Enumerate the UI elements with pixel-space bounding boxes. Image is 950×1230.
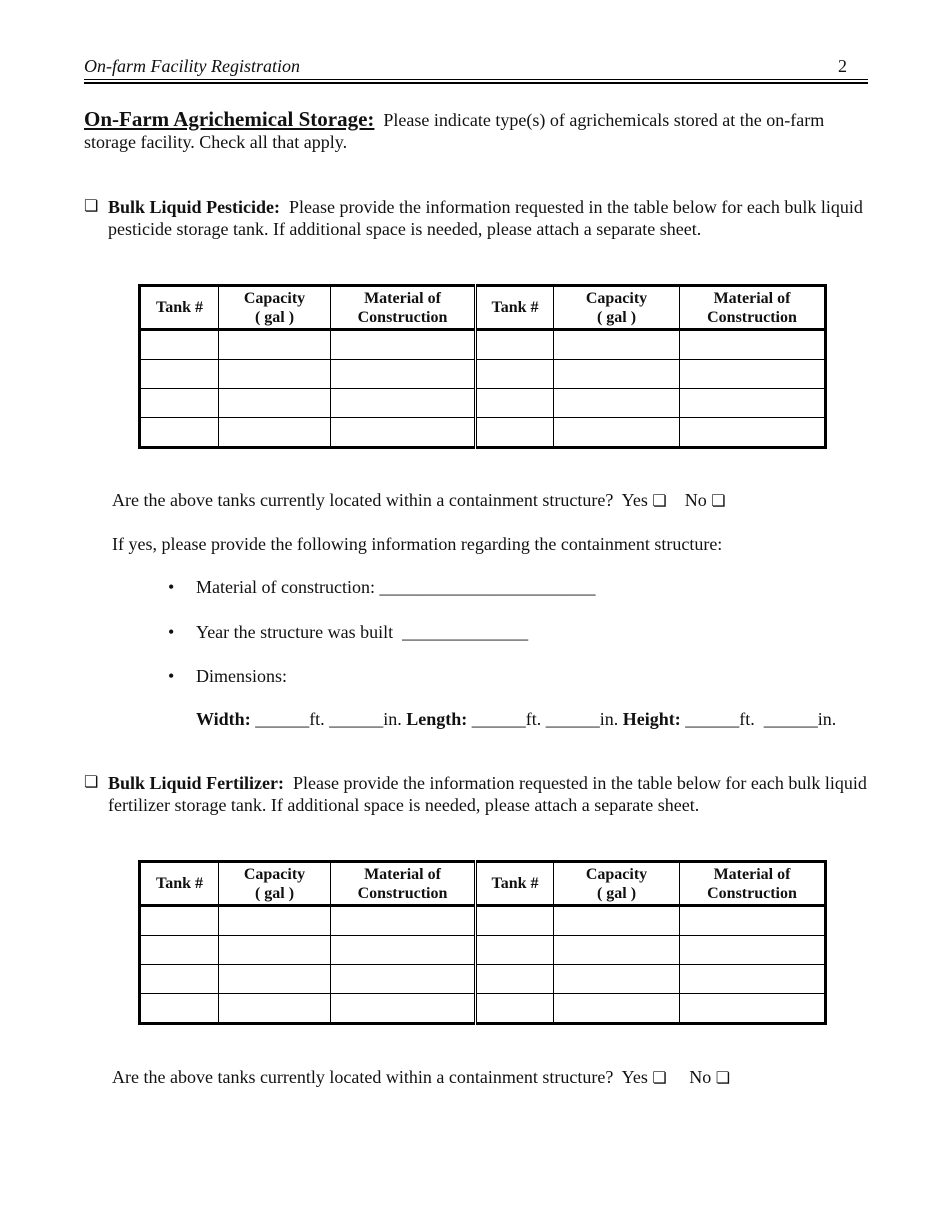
- table-cell[interactable]: [476, 330, 554, 360]
- table-cell[interactable]: [219, 389, 331, 418]
- length-in-blank[interactable]: ______: [545, 709, 600, 729]
- fertilizer-label: Bulk Liquid Fertilizer:: [108, 773, 285, 793]
- table-cell[interactable]: [219, 965, 331, 994]
- pesticide-tank-table: [138, 284, 827, 449]
- height-ft-blank[interactable]: ______: [685, 709, 740, 729]
- dimensions-line: [196, 709, 836, 730]
- table-cell[interactable]: [331, 418, 476, 448]
- table-cell[interactable]: [554, 965, 680, 994]
- intro-paragraph: [84, 108, 874, 153]
- fertilizer-tank-table: [138, 860, 827, 1025]
- table-row: [140, 418, 826, 448]
- table-cell[interactable]: [140, 994, 219, 1024]
- header-rule-thin: [84, 79, 868, 80]
- tank-number-header: Tank #: [476, 862, 554, 906]
- no-label: No: [684, 490, 707, 510]
- table-cell[interactable]: [554, 994, 680, 1024]
- table-cell[interactable]: [140, 965, 219, 994]
- table-cell[interactable]: [680, 965, 826, 994]
- table-cell[interactable]: [680, 360, 826, 389]
- height-in-blank[interactable]: ______: [763, 709, 818, 729]
- capacity-header: Capacity ( gal ): [554, 862, 680, 906]
- table-cell[interactable]: [331, 389, 476, 418]
- unit-in: in.: [599, 709, 619, 729]
- section-heading: On-Farm Agrichemical Storage:: [84, 107, 375, 131]
- table-cell[interactable]: [140, 906, 219, 936]
- header-rule-thick: [84, 82, 868, 84]
- table-cell[interactable]: [680, 418, 826, 448]
- material-header: Material of Construction: [331, 286, 476, 330]
- dimensions-label: Dimensions:: [196, 666, 288, 686]
- table-row: [140, 965, 826, 994]
- material-header: Material of Construction: [680, 862, 826, 906]
- table-cell[interactable]: [219, 994, 331, 1024]
- table-cell[interactable]: [331, 360, 476, 389]
- table-row: [140, 936, 826, 965]
- capacity-header: Capacity ( gal ): [219, 862, 331, 906]
- table-cell[interactable]: [680, 389, 826, 418]
- header-title: On-farm Facility Registration: [84, 56, 300, 76]
- no-checkbox[interactable]: ❏: [715, 1070, 731, 1087]
- table-cell[interactable]: [219, 936, 331, 965]
- table-cell[interactable]: [680, 906, 826, 936]
- page-number: 2: [838, 56, 847, 76]
- table-cell[interactable]: [476, 418, 554, 448]
- width-in-blank[interactable]: ______: [329, 709, 384, 729]
- tank-number-header: Tank #: [140, 862, 219, 906]
- fertilizer-checkbox[interactable]: ❏: [84, 774, 99, 791]
- width-label: Width:: [196, 709, 251, 729]
- yes-checkbox[interactable]: ❏: [652, 493, 667, 510]
- unit-in: in.: [817, 709, 837, 729]
- yes-label: Yes: [621, 1067, 648, 1087]
- table-cell[interactable]: [554, 418, 680, 448]
- bullet-icon: •: [168, 622, 175, 642]
- table-cell[interactable]: [219, 360, 331, 389]
- table-cell[interactable]: [219, 906, 331, 936]
- table-cell[interactable]: [554, 906, 680, 936]
- no-checkbox[interactable]: ❏: [711, 493, 726, 510]
- table-cell[interactable]: [680, 994, 826, 1024]
- pesticide-section: [84, 196, 874, 240]
- yes-checkbox[interactable]: ❏: [652, 1070, 667, 1087]
- table-cell[interactable]: [331, 965, 476, 994]
- width-ft-blank[interactable]: ______: [255, 709, 310, 729]
- pesticide-text: Please provide the information requested in the table below for each bulk liquid pesticide storage tank. If additional space is needed, please attach a separate sheet.: [108, 197, 863, 239]
- table-cell[interactable]: [140, 360, 219, 389]
- year-built-line: [196, 622, 528, 643]
- year-label: Year the structure was built: [196, 622, 394, 642]
- table-cell[interactable]: [140, 418, 219, 448]
- table-cell[interactable]: [554, 389, 680, 418]
- question-text: Are the above tanks currently located within a containment structure?: [112, 1067, 614, 1087]
- table-row: [140, 360, 826, 389]
- fertilizer-containment-question: [112, 1067, 730, 1088]
- table-cell[interactable]: [680, 936, 826, 965]
- tank-number-header: Tank #: [140, 286, 219, 330]
- bullet-icon: •: [168, 577, 175, 597]
- table-cell[interactable]: [140, 330, 219, 360]
- material-header: Material of Construction: [680, 286, 826, 330]
- table-cell[interactable]: [476, 936, 554, 965]
- capacity-header: Capacity ( gal ): [554, 286, 680, 330]
- unit-in: in.: [383, 709, 402, 729]
- intro-text: Please indicate type(s) of agrichemicals stored at the on-farm storage facility. Check all that apply.: [84, 110, 825, 152]
- material-header: Material of Construction: [331, 862, 476, 906]
- table-cell[interactable]: [554, 360, 680, 389]
- yes-label: Yes: [621, 490, 648, 510]
- pesticide-label: Bulk Liquid Pesticide:: [108, 197, 281, 217]
- question-text: Are the above tanks currently located within a containment structure?: [112, 490, 614, 510]
- table-cell[interactable]: [680, 330, 826, 360]
- pesticide-containment-question: [112, 490, 726, 511]
- length-label: Length:: [406, 709, 468, 729]
- fertilizer-text: Please provide the information requested in the table below for each bulk liquid fertilizer storage tank. If additional space is needed, please attach a separate sheet.: [108, 773, 867, 815]
- table-cell[interactable]: [554, 936, 680, 965]
- table-row: [140, 330, 826, 360]
- table-cell[interactable]: [331, 330, 476, 360]
- height-label: Height:: [622, 709, 681, 729]
- table-cell[interactable]: [476, 965, 554, 994]
- table-row: [140, 906, 826, 936]
- table-cell[interactable]: [331, 994, 476, 1024]
- unit-ft: ft.: [739, 709, 755, 729]
- table-cell[interactable]: [331, 906, 476, 936]
- table-cell[interactable]: [140, 936, 219, 965]
- unit-ft: ft.: [309, 709, 325, 729]
- year-blank[interactable]: ______________: [402, 622, 529, 642]
- table-cell[interactable]: [140, 389, 219, 418]
- no-label: No: [689, 1067, 712, 1087]
- table-cell[interactable]: [476, 906, 554, 936]
- pesticide-checkbox[interactable]: ❏: [84, 198, 99, 215]
- tank-number-header: Tank #: [476, 286, 554, 330]
- containment-intro: If yes, please provide the following information regarding the containment structure:: [112, 534, 723, 554]
- bullet-icon: •: [168, 666, 175, 686]
- table-header-row: [140, 862, 826, 906]
- material-of-construction-line: [196, 577, 595, 598]
- unit-ft: ft.: [525, 709, 542, 729]
- table-cell[interactable]: [219, 418, 331, 448]
- table-header-row: [140, 286, 826, 330]
- table-cell[interactable]: [331, 936, 476, 965]
- fertilizer-section: [84, 772, 874, 816]
- material-label: Material of construction:: [196, 577, 375, 597]
- table-cell[interactable]: [219, 330, 331, 360]
- capacity-header: Capacity ( gal ): [219, 286, 331, 330]
- table-cell[interactable]: [554, 330, 680, 360]
- table-cell[interactable]: [476, 994, 554, 1024]
- material-blank[interactable]: ________________________: [379, 577, 596, 597]
- length-ft-blank[interactable]: ______: [471, 709, 526, 729]
- table-cell[interactable]: [476, 360, 554, 389]
- table-row: [140, 994, 826, 1024]
- table-cell[interactable]: [476, 389, 554, 418]
- table-row: [140, 389, 826, 418]
